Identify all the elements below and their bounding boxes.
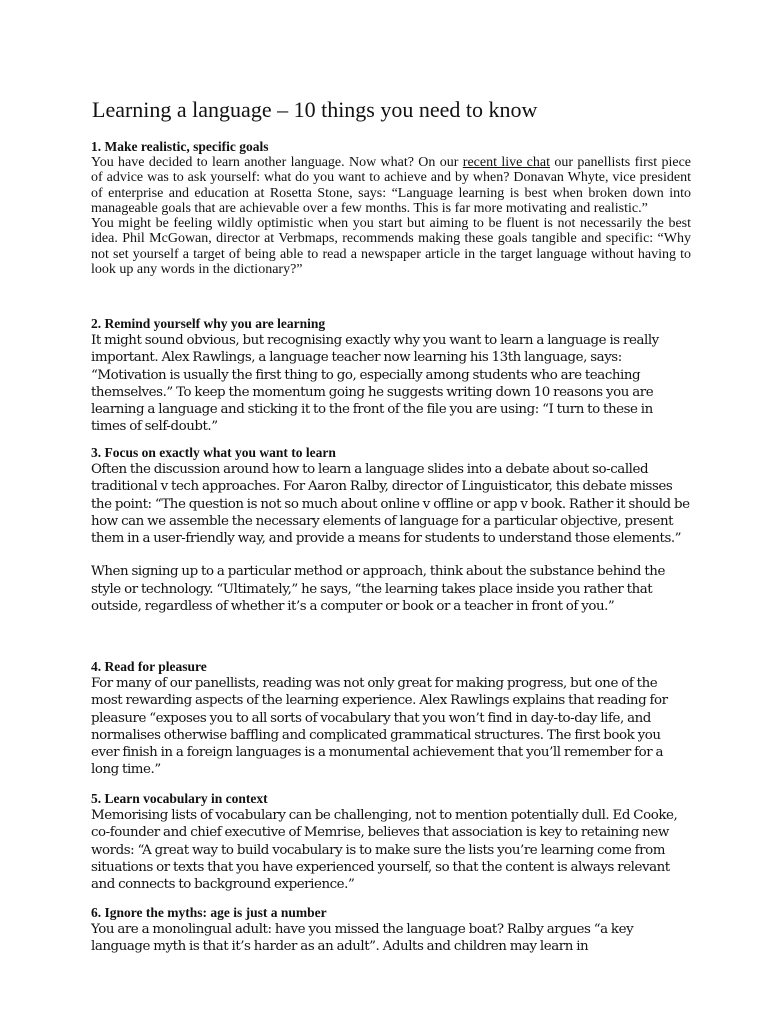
section-paragraph: Memorising lists of vocabulary can be challenging, not to mention potentially dull. Ed Cooke, co-founder and chief executive of Memrise, believes that association is key to retaining new words: “A great way to build vocabulary is to make sure the lists you’re learning come from situations or texts that you have experienced yourself, so that the content is always relevant and connects to background experience.” [91, 808, 678, 893]
section-heading: 6. Ignore the myths: age is just a number [91, 905, 327, 920]
section-paragraph: When signing up to a particular method or approach, think about the substance behind the style or technology. “Ultimately,” he says, “the learning takes place inside you rather that outside, regardless of whether it’s a computer or book or a teacher in front of you.” [91, 564, 665, 615]
section-6 [91, 904, 691, 956]
recent-live-chat-link[interactable]: recent live chat [462, 155, 550, 170]
section-paragraph: It might sound obvious, but recognising exactly why you want to learn a language is really important. Alex Rawlings, a language teacher now learning his 13th language, says: “Motivation is usually the first thing to go, especially among students who are teaching themselves.” To keep the momentum going he suggests writing down 10 reasons you are learning a language and sticking it to the front of the file you are using: “I turn to these in times of self-doubt.” [91, 333, 659, 435]
section-1 [91, 138, 691, 277]
section-heading: 3. Focus on exactly what you want to learn [91, 445, 336, 460]
section-3 [91, 444, 691, 615]
section-paragraph [91, 155, 691, 216]
section-heading: 2. Remind yourself why you are learning [91, 316, 326, 331]
paragraph-text: our panellists first piece of advice was to ask yourself: what do you want to achieve and by when? Donavan Whyte, vice president of enterprise and education at Rosetta Stone, says: “Language learning is best when broken down into manageable goals that are achievable over a few months. This is far more motivating and realistic.” [91, 155, 691, 216]
section-5 [91, 790, 691, 893]
section-heading: 1. Make realistic, specific goals [91, 139, 269, 154]
section-paragraph: You are a monolingual adult: have you missed the language boat? Ralby argues “a key language myth is that it’s harder as an adult”. Adults and children may learn in [91, 922, 634, 955]
section-paragraph: For many of our panellists, reading was not only great for making progress, but one of the most rewarding aspects of the learning experience. Alex Rawlings explains that reading for pleasure “exposes you to all sorts of vocabulary that you won’t find in day-to-day life, and normalises otherwise baffling and complicated grammatical structures. The first book you ever finish in a foreign languages is a monumental achievement that you’ll remember for a long time.” [91, 676, 668, 778]
section-4 [91, 658, 691, 779]
paragraph-text: You have decided to learn another language. Now what? On our [91, 155, 463, 170]
section-paragraph: Often the discussion around how to learn a language slides into a debate about so-called traditional v tech approaches. For Aaron Ralby, director of Linguisticator, this debate misses the point: “The question is not so much about online v offline or app v book. Rather it should be how can we assemble the necessary elements of language for a particular objective, present them in a user-friendly way, and provide a means for students to understand those elements.” [91, 462, 690, 547]
section-paragraph: You might be feeling wildly optimistic when you start but aiming to be fluent is not necessarily the best idea. Phil McGowan, director at Verbmaps, recommends making these goals tangible and specific: “Why not set yourself a target of being able to read a newspaper article in the target language without having to look up any words in the dictionary?” [91, 216, 691, 278]
section-2 [91, 315, 691, 436]
section-heading: 5. Learn vocabulary in context [91, 791, 268, 806]
page-title: Learning a language – 10 things you need to know [92, 97, 538, 122]
section-heading: 4. Read for pleasure [91, 659, 207, 674]
